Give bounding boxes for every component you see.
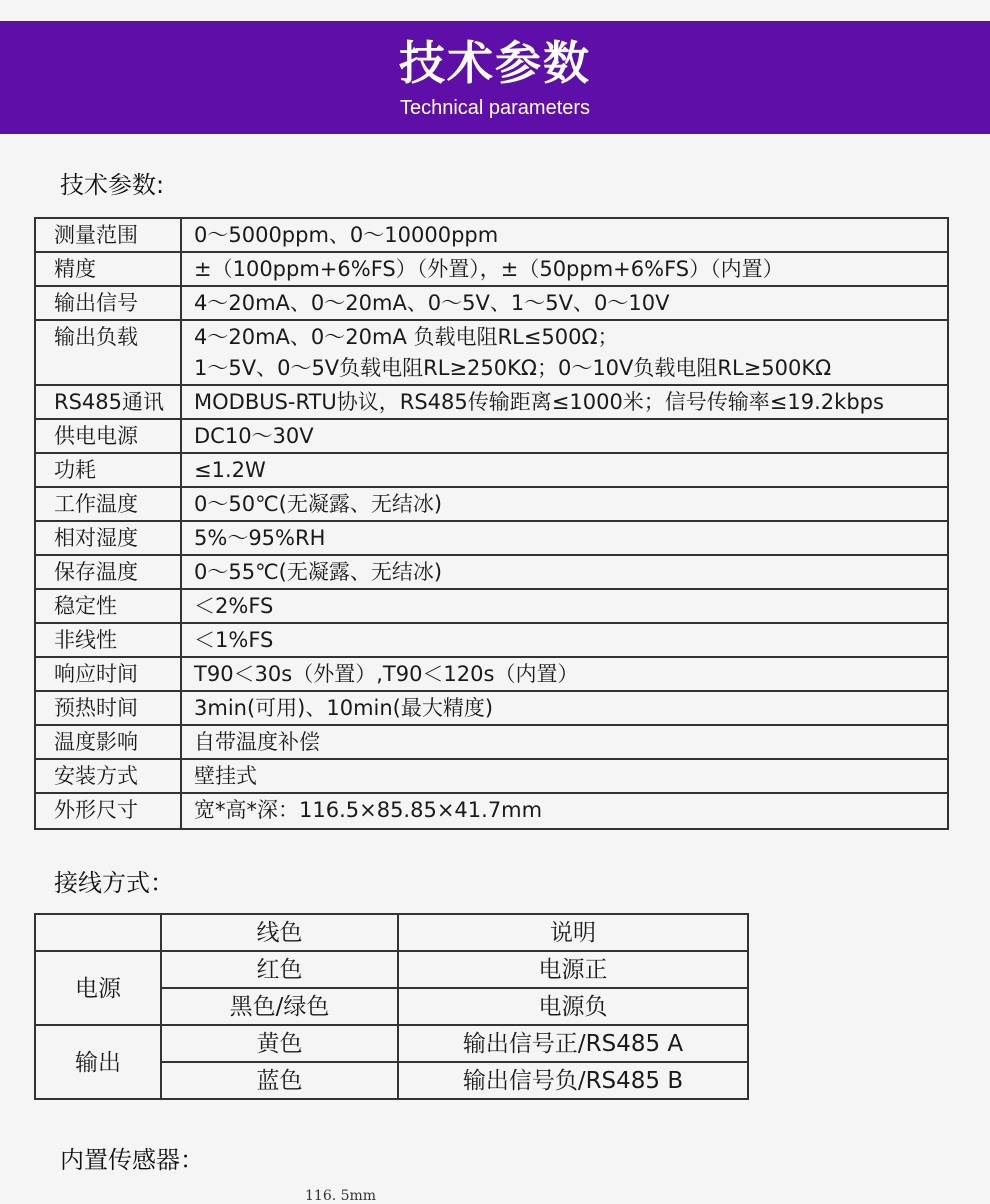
spec-section-title: 技术参数: [60, 171, 165, 199]
spec-value [181, 521, 948, 555]
spec-value [181, 320, 948, 385]
spec-key: 功耗 [35, 453, 181, 487]
spec-row [35, 589, 948, 623]
spec-value-line: 宽*高*深：116.5×85.85×41.7mm [194, 798, 543, 822]
spec-value-line: 1～5V、0～5V负载电阻RL≥250KΩ；0～10V负载电阻RL≥500KΩ [194, 356, 832, 380]
spec-value-line: 0～50℃(无凝露、无结冰) [194, 492, 443, 516]
spec-value [181, 657, 948, 691]
wiring-table [34, 913, 749, 1100]
spec-value [181, 589, 948, 623]
spec-value [181, 453, 948, 487]
spec-value-line: ＜2%FS [194, 594, 274, 618]
spec-value [181, 419, 948, 453]
spec-value [181, 487, 948, 521]
spec-key: RS485通讯 [35, 385, 181, 419]
spec-value [181, 385, 948, 419]
spec-key: 响应时间 [35, 657, 181, 691]
drawing-dimension-label: 116. 5mm [305, 1188, 377, 1204]
spec-value-line: 3min(可用)、10min(最大精度) [194, 696, 494, 720]
wiring-header-color: 线色 [161, 914, 398, 951]
sensor-section-title: 内置传感器： [60, 1146, 204, 1174]
spec-key: 供电电源 [35, 419, 181, 453]
wiring-header-row [35, 914, 748, 951]
spec-value-line: DC10～30V [194, 424, 314, 448]
spec-key: 稳定性 [35, 589, 181, 623]
spec-row [35, 286, 948, 320]
spec-key: 安装方式 [35, 759, 181, 793]
spec-value [181, 218, 948, 252]
spec-value-line: MODBUS-RTU协议，RS485传输距离≤1000米；信号传输率≤19.2kbps [194, 390, 884, 414]
spec-value-line: 4～20mA、0～20mA 负载电阻RL≤500Ω； [194, 325, 619, 349]
spec-value-line: T90＜30s（外置）,T90＜120s（内置） [194, 662, 579, 686]
spec-key: 精度 [35, 252, 181, 286]
spec-row [35, 218, 948, 252]
wire-description: 电源负 [398, 988, 748, 1025]
spec-value [181, 793, 948, 829]
spec-row [35, 320, 948, 385]
spec-key: 预热时间 [35, 691, 181, 725]
wire-color: 黄色 [161, 1025, 398, 1062]
wiring-header-desc: 说明 [398, 914, 748, 951]
spec-table [34, 217, 949, 830]
spec-row [35, 252, 948, 286]
spec-key: 输出信号 [35, 286, 181, 320]
spec-row [35, 725, 948, 759]
spec-row [35, 623, 948, 657]
spec-value-line: 0～55℃(无凝露、无结冰) [194, 560, 443, 584]
wiring-header-group [35, 914, 161, 951]
wiring-row [35, 1025, 748, 1062]
spec-key: 测量范围 [35, 218, 181, 252]
spec-row [35, 521, 948, 555]
spec-row [35, 453, 948, 487]
spec-value-line: 壁挂式 [194, 764, 257, 788]
wire-color: 蓝色 [161, 1062, 398, 1099]
spec-value-line: 4～20mA、0～20mA、0～5V、1～5V、0～10V [194, 291, 670, 315]
spec-value [181, 759, 948, 793]
spec-value-line: ＜1%FS [194, 628, 274, 652]
spec-key: 保存温度 [35, 555, 181, 589]
spec-value-line: 自带温度补偿 [194, 730, 320, 754]
spec-value-line: 5%～95%RH [194, 526, 326, 550]
wiring-section-title: 接线方式： [54, 869, 174, 897]
wire-description: 输出信号负/RS485 B [398, 1062, 748, 1099]
spec-value-line: 0～5000ppm、0～10000ppm [194, 223, 499, 247]
spec-key: 温度影响 [35, 725, 181, 759]
spec-row [35, 793, 948, 829]
spec-key: 外形尺寸 [35, 793, 181, 829]
banner-subtitle: Technical parameters [399, 97, 591, 119]
spec-row [35, 759, 948, 793]
spec-value [181, 252, 948, 286]
banner-title: 技术参数 [399, 36, 591, 90]
wiring-row [35, 951, 748, 988]
title-banner [0, 21, 990, 134]
spec-key: 非线性 [35, 623, 181, 657]
wire-color: 黑色/绿色 [161, 988, 398, 1025]
spec-key: 相对湿度 [35, 521, 181, 555]
wiring-group-name: 电源 [35, 951, 161, 1025]
spec-value [181, 286, 948, 320]
wire-color: 红色 [161, 951, 398, 988]
wiring-group-name: 输出 [35, 1025, 161, 1099]
spec-row [35, 487, 948, 521]
spec-value [181, 725, 948, 759]
spec-value [181, 623, 948, 657]
spec-row [35, 555, 948, 589]
wire-description: 电源正 [398, 951, 748, 988]
spec-value [181, 555, 948, 589]
spec-key: 工作温度 [35, 487, 181, 521]
spec-value-line: ≤1.2W [194, 458, 266, 482]
spec-key: 输出负载 [35, 320, 181, 385]
spec-row [35, 385, 948, 419]
spec-value-line: ±（100ppm+6%FS）（外置），±（50ppm+6%FS）（内置） [194, 257, 784, 281]
spec-row [35, 657, 948, 691]
spec-row [35, 691, 948, 725]
spec-row [35, 419, 948, 453]
spec-value [181, 691, 948, 725]
wire-description: 输出信号正/RS485 A [398, 1025, 748, 1062]
